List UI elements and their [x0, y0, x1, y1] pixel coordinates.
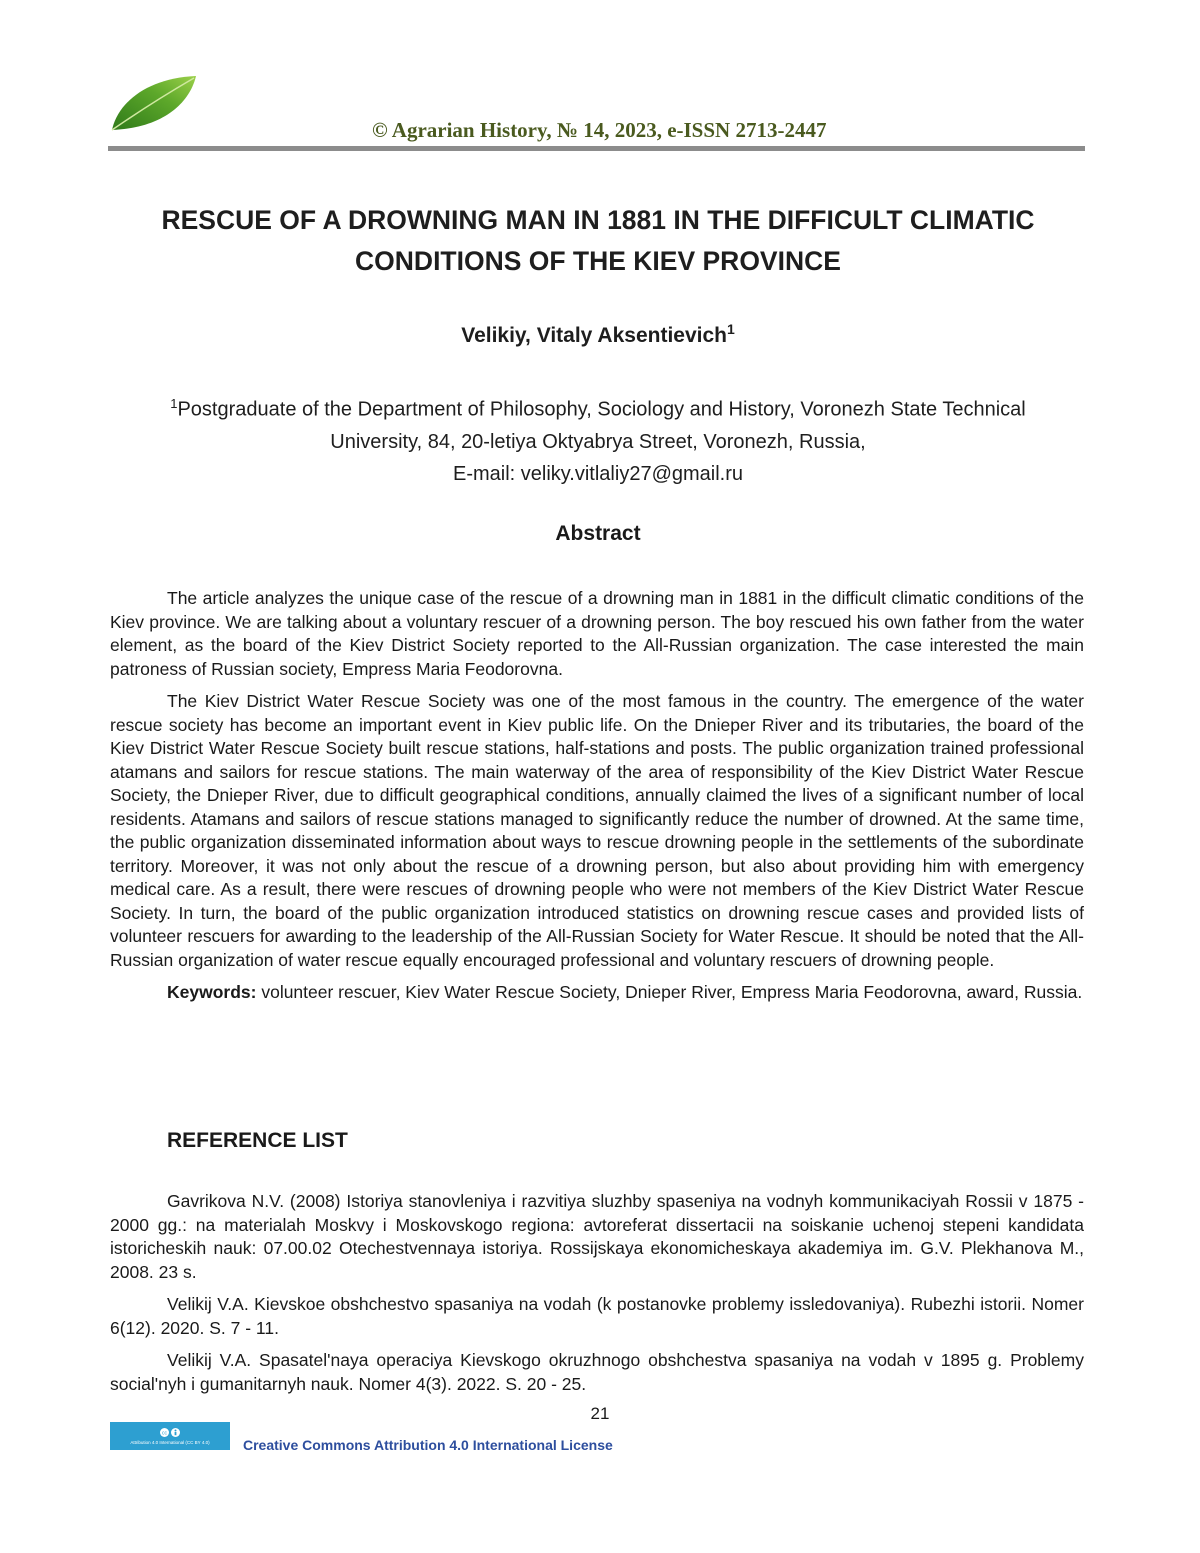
reference-item: Gavrikova N.V. (2008) Istoriya stanovleniya i razvitiya sluzhby spaseniya na vodnyh kommunikaciyah Rossii v 1875 - 2000 gg.: na materialah Moskvy i Moskovskogo regiona: avtoreferat dissertacii na soiskanie uchenoj stepeni kandidata istoricheskih nauk: 07.00.02 Otechestvennaya istoriya. Rossijskaya ekonomicheskaya akademiya im. G.V. Plekhanova M., 2008. 23 s.	[110, 1191, 1084, 1282]
author-email: E-mail: veliky.vitlaliy27@gmail.ru	[453, 462, 743, 485]
abstract-heading: Abstract	[555, 522, 641, 545]
reference-list-heading: REFERENCE LIST	[167, 1129, 348, 1152]
keywords-list: volunteer rescuer, Kiev Water Rescue Society, Dnieper River, Empress Maria Feodorovna, award, Russia.	[256, 982, 1083, 1002]
leaf-logo-icon	[108, 72, 200, 136]
header-divider	[108, 146, 1085, 151]
affiliation-line: Postgraduate of the Department of Philosophy, Sociology and History, Voronezh State Technical	[177, 398, 1026, 421]
title-line: RESCUE OF A DROWNING MAN IN 1881 IN THE DIFFICULT CLIMATIC	[161, 205, 1035, 235]
author-superscript: 1	[726, 321, 735, 337]
license-link[interactable]: Creative Commons Attribution 4.0 International License	[243, 1437, 613, 1453]
cc-badge-text: Attribution 4.0 International (CC BY 4.0)	[130, 1440, 210, 1445]
reference-list	[110, 1190, 1084, 1405]
keywords-label: Keywords:	[167, 982, 257, 1002]
reference-item: Velikij V.A. Kievskoe obshchestvo spasaniya na vodah (k postanovke problemy issledovaniya). Rubezhi istorii. Nomer 6(12). 2020. S. 7 - 11.	[110, 1294, 1084, 1338]
author	[100, 321, 1096, 348]
article-title	[100, 200, 1096, 282]
affiliation-line: University, 84, 20-letiya Oktyabrya Street, Voronezh, Russia,	[330, 430, 866, 453]
keywords	[110, 981, 1084, 1005]
abstract-paragraph: The Kiev District Water Rescue Society was one of the most famous in the country. The emergence of the water rescue society has become an important event in Kiev public life. On the Dnieper River and its tributaries, the board of the Kiev District Water Rescue Society built rescue stations, half-stations and posts. The public organization trained professional atamans and sailors for rescue stations. The main waterway of the area of responsibility of the Kiev District Water Rescue Society, the Dnieper River, due to difficult geographical conditions, annually claimed the lives of a significant number of local residents. Atamans and sailors of rescue stations managed to significantly reduce the number of drowned. At the same time, the public organization disseminated information about ways to rescue drowning people in the settlements of the subordinate territory. Moreover, it was not only about the rescue of a drowning person, but also about providing him with emergency medical care. As a result, there were rescues of drowning people who were not members of the Kiev District Water Rescue Society. In turn, the board of the public organization introduced statistics on drowning rescue cases and provided lists of volunteer rescuers for awarding to the leadership of the All-Russian Society for Water Rescue. It should be noted that the All-Russian organization of water rescue equally encouraged professional and voluntary rescuers of drowning people.	[110, 691, 1084, 970]
abstract-paragraph: The article analyzes the unique case of the rescue of a drowning man in 1881 in the difficult climatic conditions of the Kiev province. We are talking about a voluntary rescuer of a drowning person. The boy rescued his own father from the water element, as the board of the Kiev District Society reported to the All-Russian organization. The case interested the main patroness of Russian society, Empress Maria Feodorovna.	[110, 588, 1084, 679]
affiliation	[100, 388, 1096, 490]
author-name: Velikiy, Vitaly Aksentievich	[461, 324, 727, 347]
abstract-body	[110, 587, 1084, 1014]
reference-item: Velikij V.A. Spasatel'naya operaciya Kievskogo okruzhnogo obshchestva spasaniya na vodah v 1895 g. Problemy social'nyh i gumanitarnyh nauk. Nomer 4(3). 2022. S. 20 - 25.	[110, 1350, 1084, 1394]
cc-icon	[159, 1427, 181, 1438]
journal-header: © Agrarian History, № 14, 2023, e-ISSN 2713-2447	[372, 118, 827, 142]
svg-text:cc: cc	[162, 1430, 167, 1437]
cc-license-badge[interactable]	[110, 1422, 230, 1450]
page-number: 21	[590, 1404, 610, 1423]
title-line: CONDITIONS OF THE KIEV PROVINCE	[355, 246, 841, 276]
affiliation-superscript: 1	[170, 396, 178, 411]
